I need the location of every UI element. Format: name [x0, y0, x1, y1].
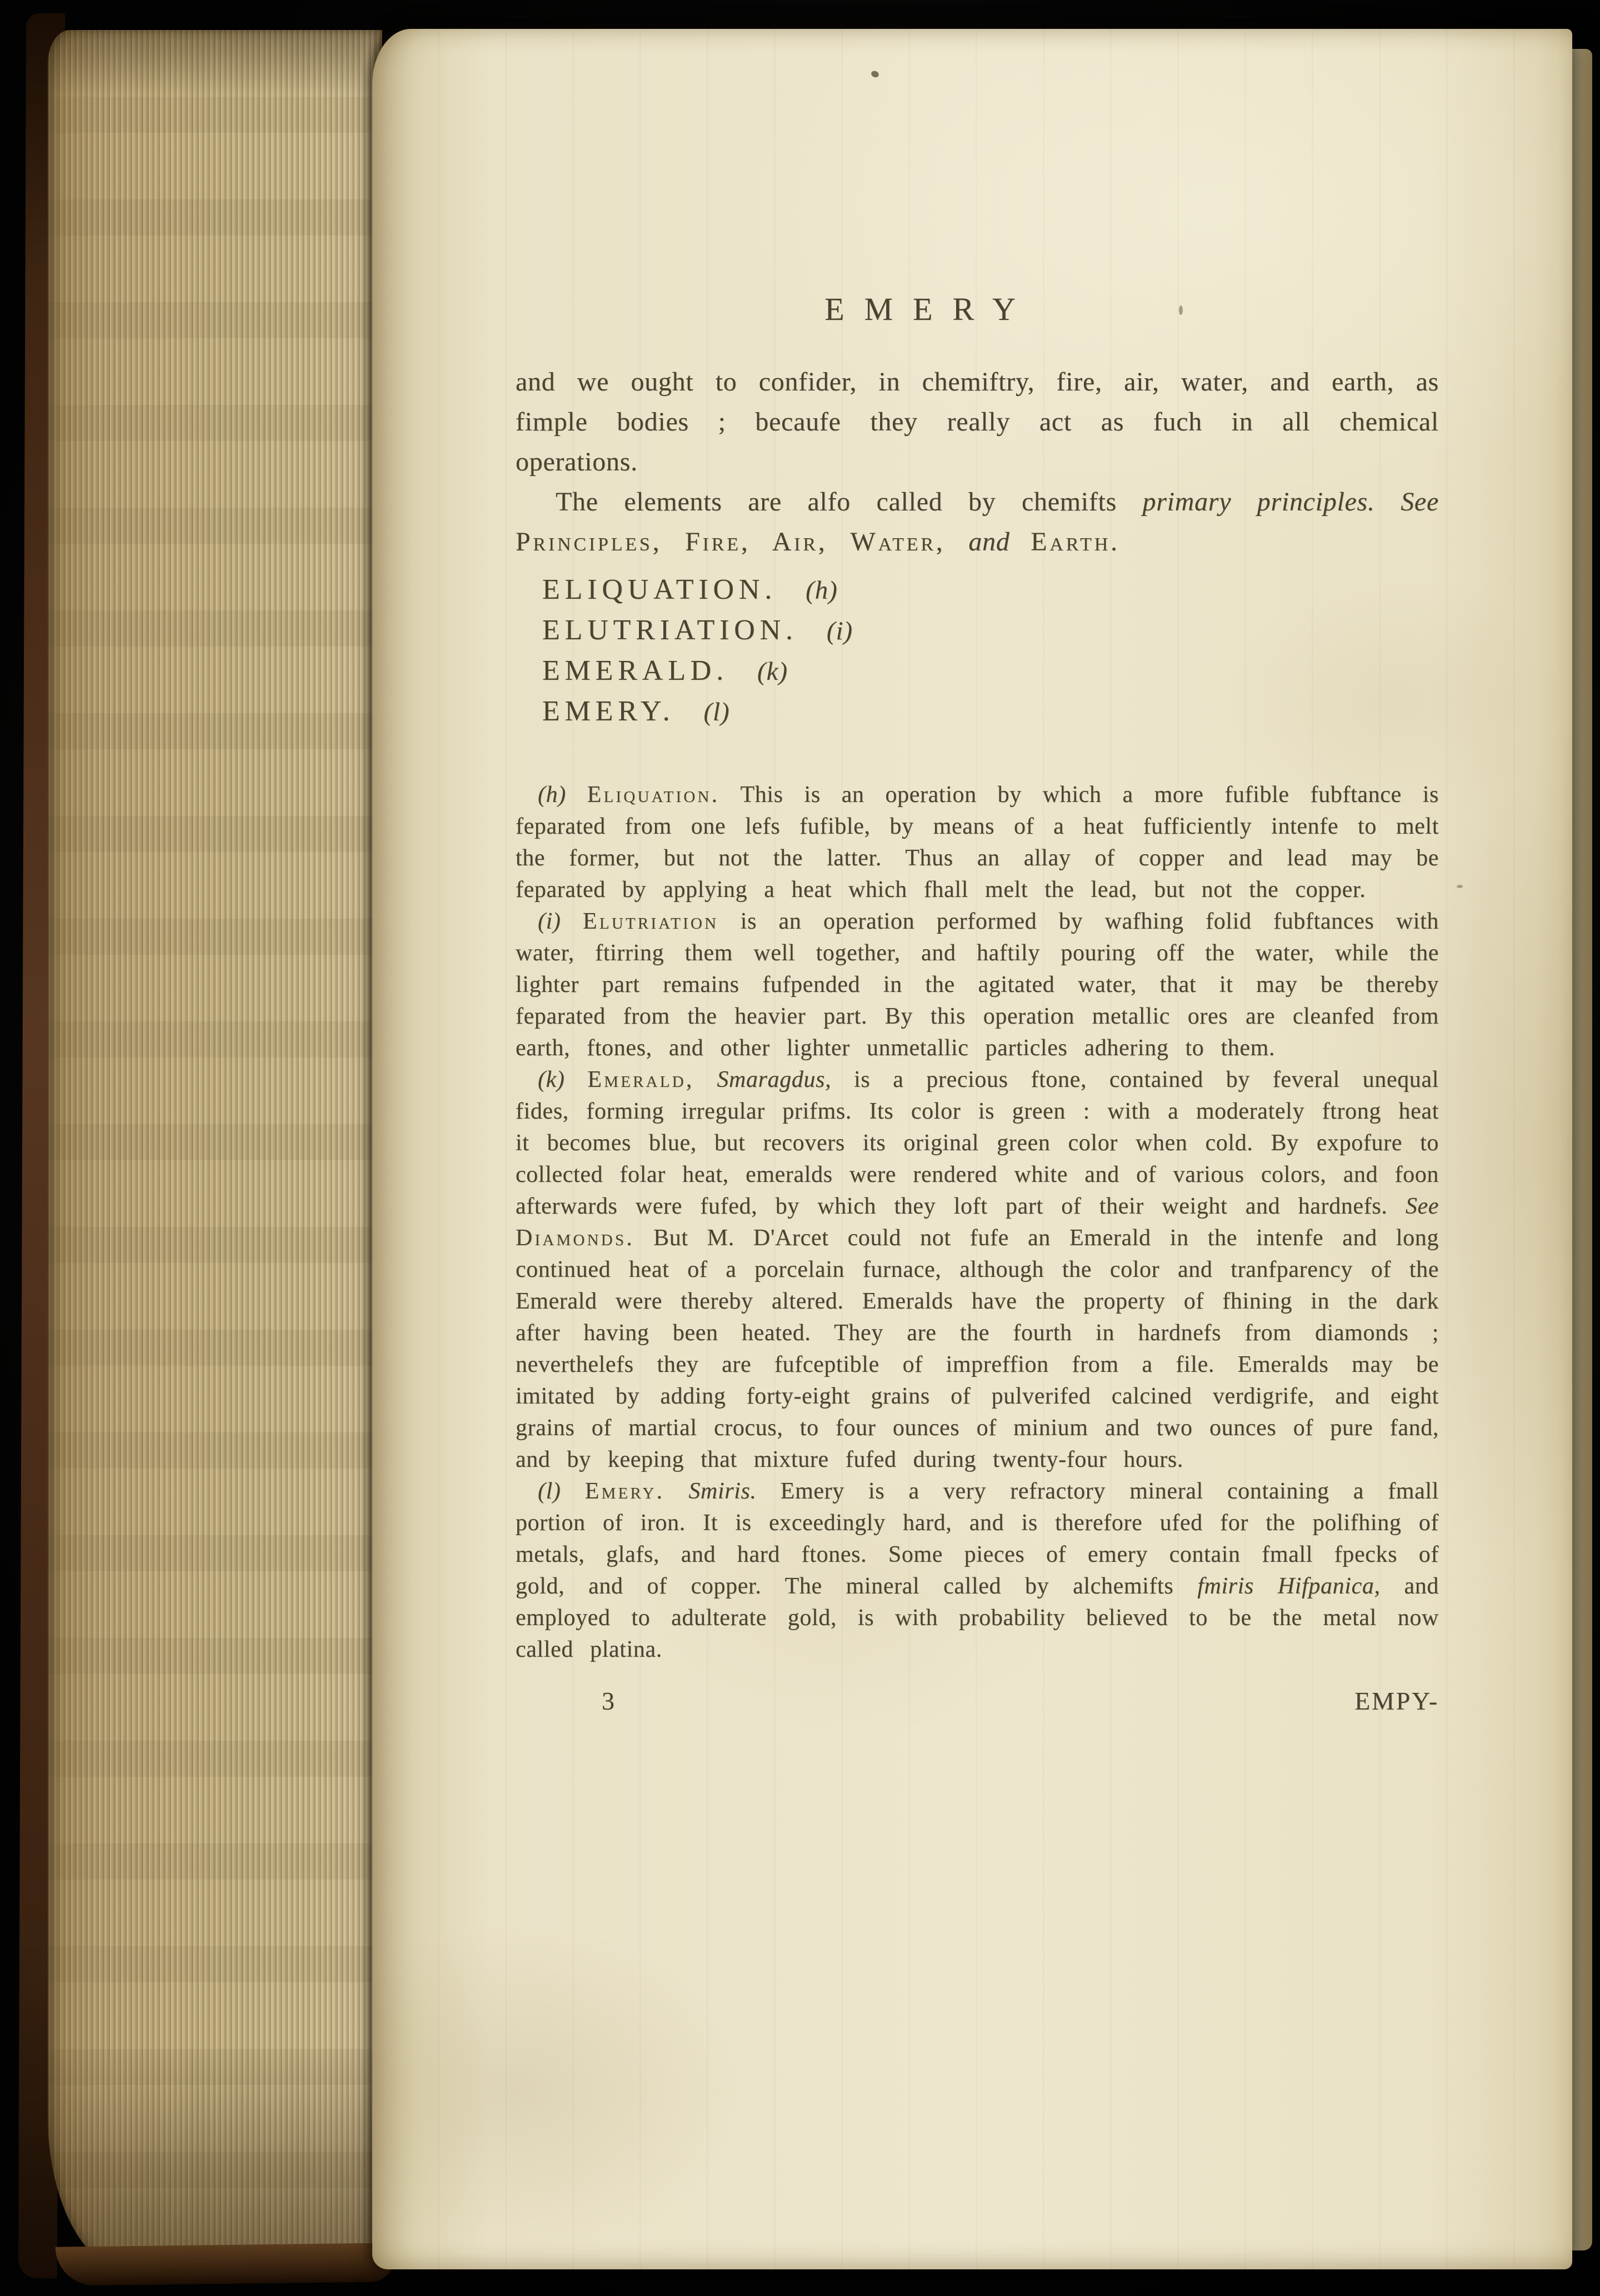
entry-footnote-ref: (l) [703, 698, 730, 726]
italic-segment: and [968, 527, 1031, 557]
text-segment: Emery is a very refractory mineral containing a fmall portion of iron. It is exceedingly hard, and is therefore ufed for the polifhing of metals, glafs, and hard ftones. Some pieces of emery contain fmall fpecks of gold, and of copper. The mineral called by alchemifts [516, 1478, 1439, 1599]
footnote-i [516, 906, 1439, 1064]
entry-term: EMERALD. [542, 655, 729, 686]
entry-row-eliquation [542, 570, 1439, 610]
smallcaps-segment: Diamonds. [516, 1225, 634, 1251]
italic-segment: primary principles. [1142, 487, 1401, 517]
ink-fleck [1179, 305, 1183, 315]
footnote-mark: (h) [538, 782, 587, 808]
latin-name: Smaragdus, [694, 1067, 832, 1092]
book-cover-bottom-edge [56, 2243, 395, 2285]
signature-mark: 3 [602, 1687, 614, 1715]
page-content [372, 29, 1572, 1718]
smallcaps-segment: Principles, Fire, Air, Water, [516, 527, 969, 557]
see-reference: See [1401, 487, 1439, 517]
smallcaps-segment: Earth. [1031, 527, 1120, 557]
entry-term: EMERY. [542, 695, 675, 727]
entry-footnote-ref: (k) [757, 657, 788, 686]
book-page [372, 29, 1572, 2269]
text-segment: is a precious ftone, contained by feveral unequal fides, forming irregular prifms. Its color is green : with a moderately ftrong heat it becomes blue, but recovers its original green color when cold. By expofure to collected folar heat, emeralds were rendered white and of various colors, and foon afterwards were fufed, by which they loft part of their weight and hardnefs. [516, 1067, 1439, 1219]
footnote-mark: (l) [538, 1478, 585, 1504]
footnote-h [516, 779, 1439, 906]
entry-footnote-ref: (i) [826, 616, 853, 645]
footnote-term: Emerald, [587, 1067, 694, 1092]
footnote-term: Elutriation [583, 909, 719, 934]
ink-fleck [1457, 885, 1463, 888]
entry-row-emerald [542, 651, 1439, 691]
underlying-page-edge [1571, 49, 1592, 2250]
footnote-l [516, 1476, 1439, 1666]
entry-row-emery [542, 691, 1439, 732]
footnote-mark: (i) [538, 909, 583, 934]
footnote-term: Eliquation. [587, 782, 720, 808]
text-segment: The elements are alfo called by chemifts [556, 487, 1143, 517]
latin-name: Smiris. [664, 1478, 757, 1504]
text-segment: and we ought to confider, in chemiftry, fire, air, water, and earth, as fimple bodies ; becaufe they really act as fuch in all chemical operations. [516, 367, 1439, 477]
page-edge-stack [48, 30, 382, 2272]
catchword: EMPY- [1354, 1687, 1439, 1715]
footnote-term: Emery. [584, 1478, 665, 1504]
entry-list [542, 570, 1439, 732]
entry-term: ELUTRIATION. [542, 614, 798, 646]
entry-term: ELIQUATION. [542, 574, 777, 605]
text-segment: But M. D'Arcet could not fufe an Emerald in the intenfe and long continued heat of a porcelain furnace, although the color and tranfparency of the Emerald were thereby altered. Emeralds have the property of fhining in the dark after having been heated. They are the fourth in hardnefs from diamonds ; neverthelefs they are fufceptible of impreffion from a file. Emeralds may be imitated by adding forty-eight grains of pulverifed calcined verdigrife, and eight grains of martial crocus, to four ounces of minium and two ounces of pure fand, and by keeping that mixture fufed during twenty-four hours. [516, 1225, 1439, 1472]
paragraph-elements [516, 482, 1439, 562]
latin-name: fmiris Hifpanica, [1197, 1573, 1381, 1599]
footnote-mark: (k) [538, 1067, 588, 1092]
see-reference: See [1405, 1194, 1439, 1219]
entry-row-elutriation [542, 610, 1439, 651]
text-segment: is an operation performed by wafhing folid fubftances with water, ftirring them well together, and haftily pouring off the water, while the lighter part remains fufpended in the agitated water, that it may be thereby feparated from the heavier part. By this operation metallic ores are cleanfed from earth, ftones, and other lighter unmetallic particles adhering to them. [516, 909, 1439, 1061]
page-footer [516, 1685, 1439, 1718]
footnotes-section [516, 779, 1439, 1666]
entry-footnote-ref: (h) [806, 576, 838, 605]
text-segment: This is an operation by which a more fufible fubftance is feparated from one lefs fufible, by means of a heat fufficiently intenfe to melt the former, but not the latter. Thus an allay of copper and lead may be feparated by applying a heat which fhall melt the lead, but not the copper. [516, 782, 1439, 903]
text-segment: and employed to adulterate gold, is with probability believed to be the metal now called platina. [516, 1573, 1439, 1662]
footnote-k [516, 1064, 1439, 1476]
paragraph-continuation [516, 362, 1439, 482]
running-head: EMERY [824, 291, 1036, 327]
